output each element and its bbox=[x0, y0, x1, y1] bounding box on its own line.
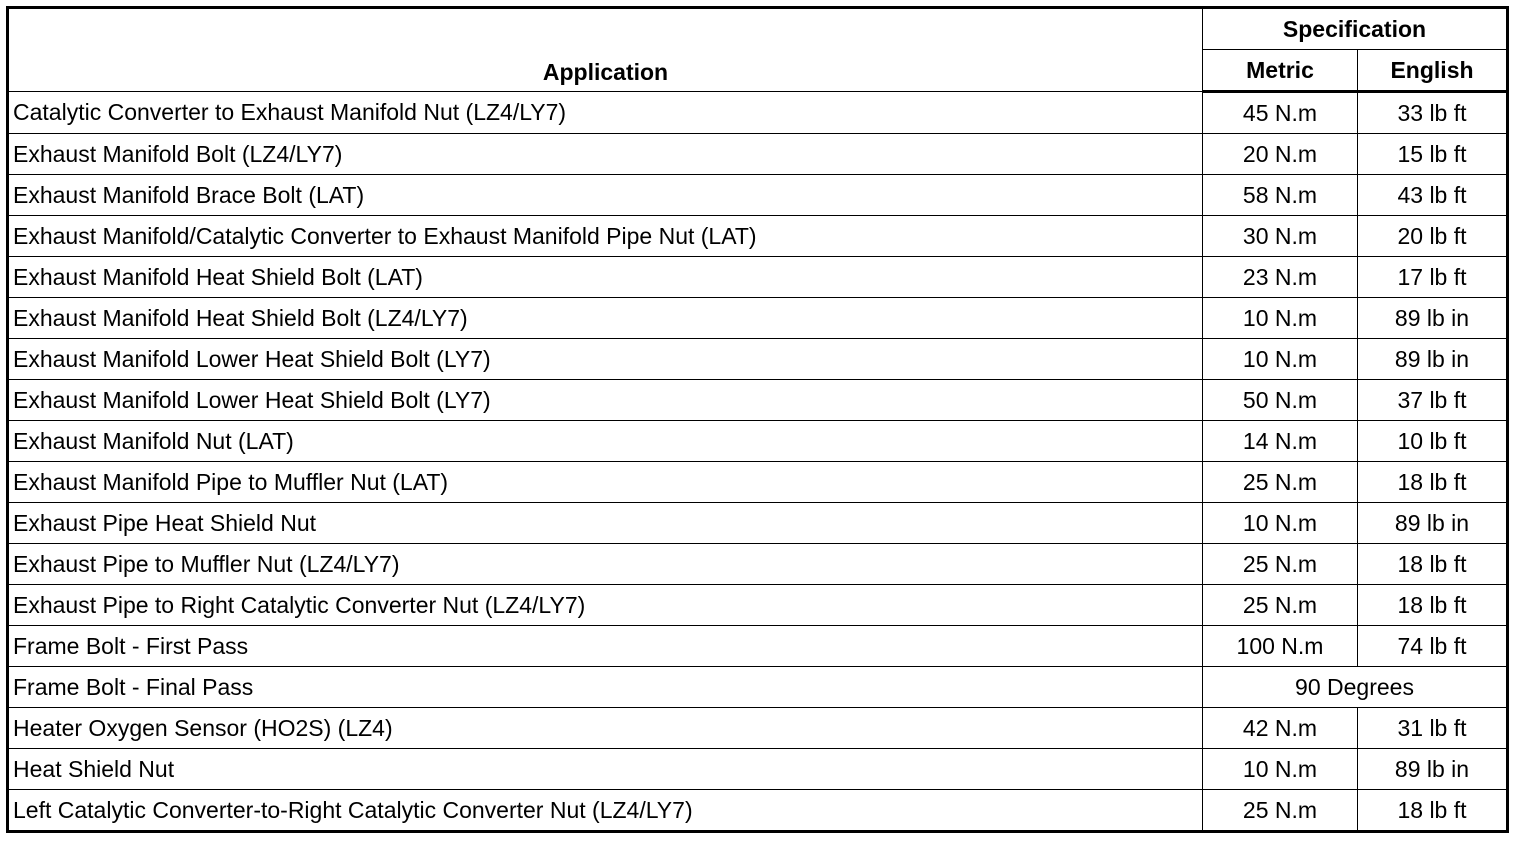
application-cell: Frame Bolt - First Pass bbox=[8, 626, 1203, 667]
application-cell: Exhaust Manifold Lower Heat Shield Bolt (LY7) bbox=[8, 380, 1203, 421]
application-cell: Exhaust Pipe to Muffler Nut (LZ4/LY7) bbox=[8, 544, 1203, 585]
table-row bbox=[8, 667, 1508, 708]
table-row bbox=[8, 749, 1508, 790]
table-row bbox=[8, 626, 1508, 667]
table-row bbox=[8, 708, 1508, 749]
application-cell: Exhaust Manifold Heat Shield Bolt (LAT) bbox=[8, 257, 1203, 298]
metric-cell: 50 N.m bbox=[1203, 380, 1358, 421]
english-cell: 20 lb ft bbox=[1358, 216, 1508, 257]
metric-cell: 23 N.m bbox=[1203, 257, 1358, 298]
application-cell: Heat Shield Nut bbox=[8, 749, 1203, 790]
application-cell: Catalytic Converter to Exhaust Manifold Nut (LZ4/LY7) bbox=[8, 92, 1203, 134]
english-cell: 15 lb ft bbox=[1358, 134, 1508, 175]
table-row bbox=[8, 175, 1508, 216]
table-row bbox=[8, 339, 1508, 380]
english-cell: 89 lb in bbox=[1358, 298, 1508, 339]
header-row bbox=[8, 8, 1508, 50]
english-cell: 10 lb ft bbox=[1358, 421, 1508, 462]
metric-header: Metric bbox=[1203, 50, 1358, 92]
metric-cell: 42 N.m bbox=[1203, 708, 1358, 749]
metric-cell: 20 N.m bbox=[1203, 134, 1358, 175]
english-cell: 18 lb ft bbox=[1358, 790, 1508, 832]
table-row bbox=[8, 216, 1508, 257]
table-row bbox=[8, 92, 1508, 134]
english-cell: 18 lb ft bbox=[1358, 544, 1508, 585]
application-cell: Exhaust Manifold Brace Bolt (LAT) bbox=[8, 175, 1203, 216]
english-cell: 17 lb ft bbox=[1358, 257, 1508, 298]
torque-spec-table bbox=[6, 6, 1509, 833]
table-row bbox=[8, 462, 1508, 503]
english-cell: 89 lb in bbox=[1358, 503, 1508, 544]
application-cell: Exhaust Pipe Heat Shield Nut bbox=[8, 503, 1203, 544]
english-cell: 37 lb ft bbox=[1358, 380, 1508, 421]
combined-spec-cell: 90 Degrees bbox=[1203, 667, 1508, 708]
table-row bbox=[8, 134, 1508, 175]
specification-header: Specification bbox=[1203, 8, 1508, 50]
table-body bbox=[8, 92, 1508, 832]
english-cell: 89 lb in bbox=[1358, 749, 1508, 790]
english-header: English bbox=[1358, 50, 1508, 92]
metric-cell: 10 N.m bbox=[1203, 298, 1358, 339]
metric-cell: 25 N.m bbox=[1203, 585, 1358, 626]
metric-cell: 30 N.m bbox=[1203, 216, 1358, 257]
application-cell: Exhaust Manifold Heat Shield Bolt (LZ4/LY7) bbox=[8, 298, 1203, 339]
metric-cell: 10 N.m bbox=[1203, 339, 1358, 380]
application-cell: Exhaust Manifold Nut (LAT) bbox=[8, 421, 1203, 462]
table-row bbox=[8, 544, 1508, 585]
english-cell: 74 lb ft bbox=[1358, 626, 1508, 667]
table-row bbox=[8, 380, 1508, 421]
application-cell: Heater Oxygen Sensor (HO2S) (LZ4) bbox=[8, 708, 1203, 749]
application-header: Application bbox=[8, 8, 1203, 92]
metric-cell: 25 N.m bbox=[1203, 462, 1358, 503]
english-cell: 33 lb ft bbox=[1358, 92, 1508, 134]
application-cell: Exhaust Manifold/Catalytic Converter to Exhaust Manifold Pipe Nut (LAT) bbox=[8, 216, 1203, 257]
application-cell: Exhaust Manifold Pipe to Muffler Nut (LAT) bbox=[8, 462, 1203, 503]
metric-cell: 10 N.m bbox=[1203, 749, 1358, 790]
metric-cell: 10 N.m bbox=[1203, 503, 1358, 544]
table-row bbox=[8, 421, 1508, 462]
table-row bbox=[8, 503, 1508, 544]
metric-cell: 100 N.m bbox=[1203, 626, 1358, 667]
english-cell: 18 lb ft bbox=[1358, 462, 1508, 503]
table-row bbox=[8, 790, 1508, 832]
metric-cell: 45 N.m bbox=[1203, 92, 1358, 134]
english-cell: 31 lb ft bbox=[1358, 708, 1508, 749]
table-row bbox=[8, 257, 1508, 298]
english-cell: 89 lb in bbox=[1358, 339, 1508, 380]
metric-cell: 25 N.m bbox=[1203, 544, 1358, 585]
application-cell: Exhaust Manifold Lower Heat Shield Bolt (LY7) bbox=[8, 339, 1203, 380]
english-cell: 18 lb ft bbox=[1358, 585, 1508, 626]
application-cell: Frame Bolt - Final Pass bbox=[8, 667, 1203, 708]
application-cell: Exhaust Manifold Bolt (LZ4/LY7) bbox=[8, 134, 1203, 175]
table-row bbox=[8, 585, 1508, 626]
application-cell: Left Catalytic Converter-to-Right Catalytic Converter Nut (LZ4/LY7) bbox=[8, 790, 1203, 832]
english-cell: 43 lb ft bbox=[1358, 175, 1508, 216]
application-cell: Exhaust Pipe to Right Catalytic Converter Nut (LZ4/LY7) bbox=[8, 585, 1203, 626]
metric-cell: 14 N.m bbox=[1203, 421, 1358, 462]
table-row bbox=[8, 298, 1508, 339]
metric-cell: 58 N.m bbox=[1203, 175, 1358, 216]
metric-cell: 25 N.m bbox=[1203, 790, 1358, 832]
